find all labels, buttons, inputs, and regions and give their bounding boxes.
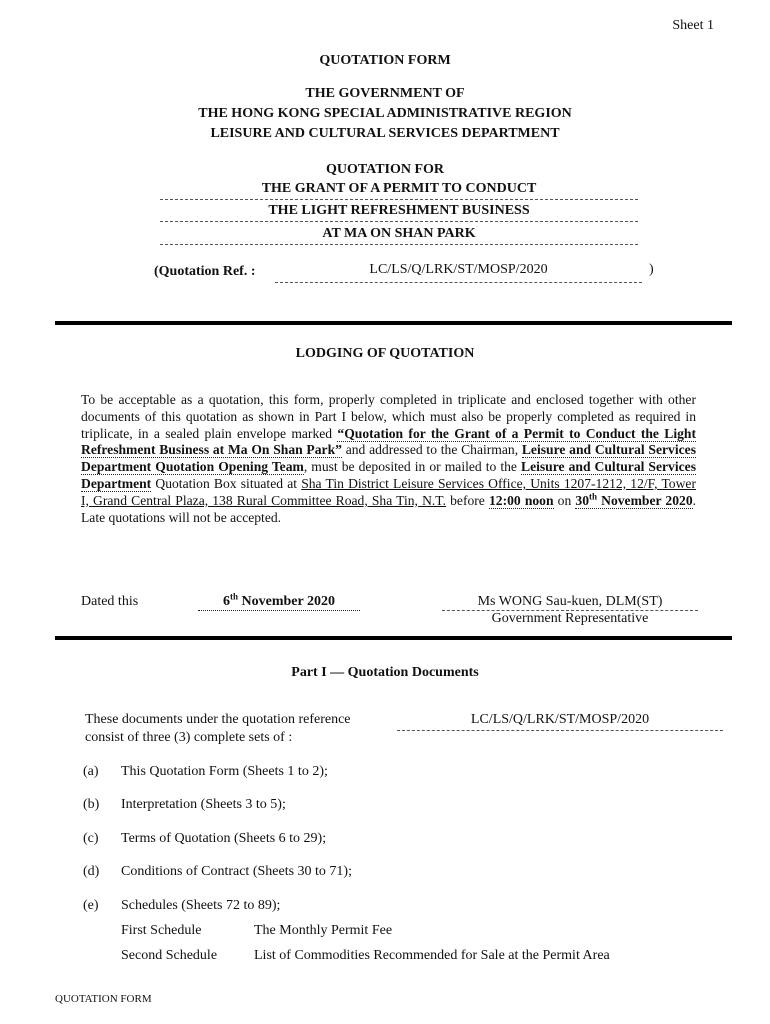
quotation-ref-close: ) (649, 262, 654, 277)
lodging-paragraph (81, 392, 696, 526)
schedule-2-name: Second Schedule (121, 948, 218, 963)
item-c-text: Terms of Quotation (Sheets 6 to 29); (121, 831, 327, 846)
quotation-for-line-3: THE LIGHT REFRESHMENT BUSINESS (160, 203, 638, 222)
quotation-ref-label: (Quotation Ref. : (154, 264, 256, 279)
schedule-1-name: First Schedule (121, 923, 202, 938)
lodging-text-1: To be acceptable as a quotation, this form, properly completed in triplicate and enclosed together with other documents of this quotation as shown in Part I below, which must also be properly completed as required in triplicate, in a sealed plain envelope marked (81, 392, 696, 441)
item-b-letter: (b) (83, 797, 100, 812)
dated-day: 6 (223, 594, 231, 609)
dated-month-year: November 2020 (238, 594, 335, 609)
sheet-number: Sheet 1 (672, 18, 714, 33)
lodging-text-6: on (553, 492, 576, 508)
item-b-text: Interpretation (Sheets 3 to 5); (121, 797, 286, 812)
quotation-for-line-4: AT MA ON SHAN PARK (160, 226, 638, 245)
box-address: Sha Tin District Leisure Services Office, Units 1207-1212, 12/F, Tower I, Grand Central Plaza, 138 Rural Committee Road, Sha Tin, N.T. (81, 475, 696, 508)
representative-name: Ms WONG Sau-kuen, DLM(ST) (442, 594, 698, 611)
header-line-2: THE HONG KONG SPECIAL ADMINISTRATIVE REGION (198, 106, 572, 121)
form-title: QUOTATION FORM (319, 53, 451, 68)
item-d-text: Conditions of Contract (Sheets 30 to 71); (121, 864, 352, 879)
part1-heading: Part I — Quotation Documents (291, 665, 479, 680)
deadline-time: 12:00 noon (488, 492, 554, 508)
envelope-marking: “Quotation for the Grant of a Permit to Conduct the Light Refreshment Business at Ma On Shan Park” (81, 425, 696, 458)
lodging-text-4: Quotation Box situated at (151, 475, 302, 491)
part1-intro-line-1: These documents under the quotation reference (85, 712, 351, 727)
dated-value (198, 591, 360, 611)
quotation-for-line-2: THE GRANT OF A PERMIT TO CONDUCT (160, 181, 638, 200)
item-c-letter: (c) (83, 831, 99, 846)
divider-top (55, 321, 732, 325)
item-d-letter: (d) (83, 864, 100, 879)
footer-label: QUOTATION FORM (55, 993, 152, 1005)
item-a-text: This Quotation Form (Sheets 1 to 2); (121, 764, 328, 779)
header-line-3: LEISURE AND CULTURAL SERVICES DEPARTMENT (210, 126, 560, 141)
lodging-text-5: before (446, 492, 489, 508)
dated-label: Dated this (81, 594, 139, 609)
lodging-text-3: , must be deposited in or mailed to the (303, 459, 521, 475)
opening-team: Leisure and Cultural Services Department Quotation Opening Team (81, 442, 696, 475)
deadline-day: 30 (575, 492, 589, 508)
dated-suffix: th (230, 591, 239, 602)
item-e-text: Schedules (Sheets 72 to 89); (121, 898, 281, 913)
deadline-date (575, 493, 692, 509)
department-name: Leisure and Cultural Services Department (81, 459, 696, 491)
schedule-1-desc: The Monthly Permit Fee (254, 923, 393, 938)
deadline-month-year: November 2020 (597, 492, 693, 508)
lodging-heading: LODGING OF QUOTATION (295, 346, 475, 361)
item-e-letter: (e) (83, 898, 99, 913)
divider-middle (55, 636, 732, 640)
lodging-text-7: . Late quotations will not be accepted. (81, 492, 697, 525)
lodging-text-2: and addressed to the Chairman, (341, 442, 522, 458)
representative-title: Government Representative (491, 611, 649, 626)
part1-intro-line-2: consist of three (3) complete sets of : (85, 730, 293, 745)
deadline-suffix: th (589, 491, 598, 502)
item-a-letter: (a) (83, 764, 99, 779)
part1-ref-value: LC/LS/Q/LRK/ST/MOSP/2020 (397, 712, 723, 731)
quotation-ref-value: LC/LS/Q/LRK/ST/MOSP/2020 (275, 262, 642, 283)
schedule-2-desc: List of Commodities Recommended for Sale at the Permit Area (254, 948, 610, 963)
header-line-1: THE GOVERNMENT OF (305, 86, 465, 101)
quotation-for-line-1: QUOTATION FOR (325, 162, 445, 177)
